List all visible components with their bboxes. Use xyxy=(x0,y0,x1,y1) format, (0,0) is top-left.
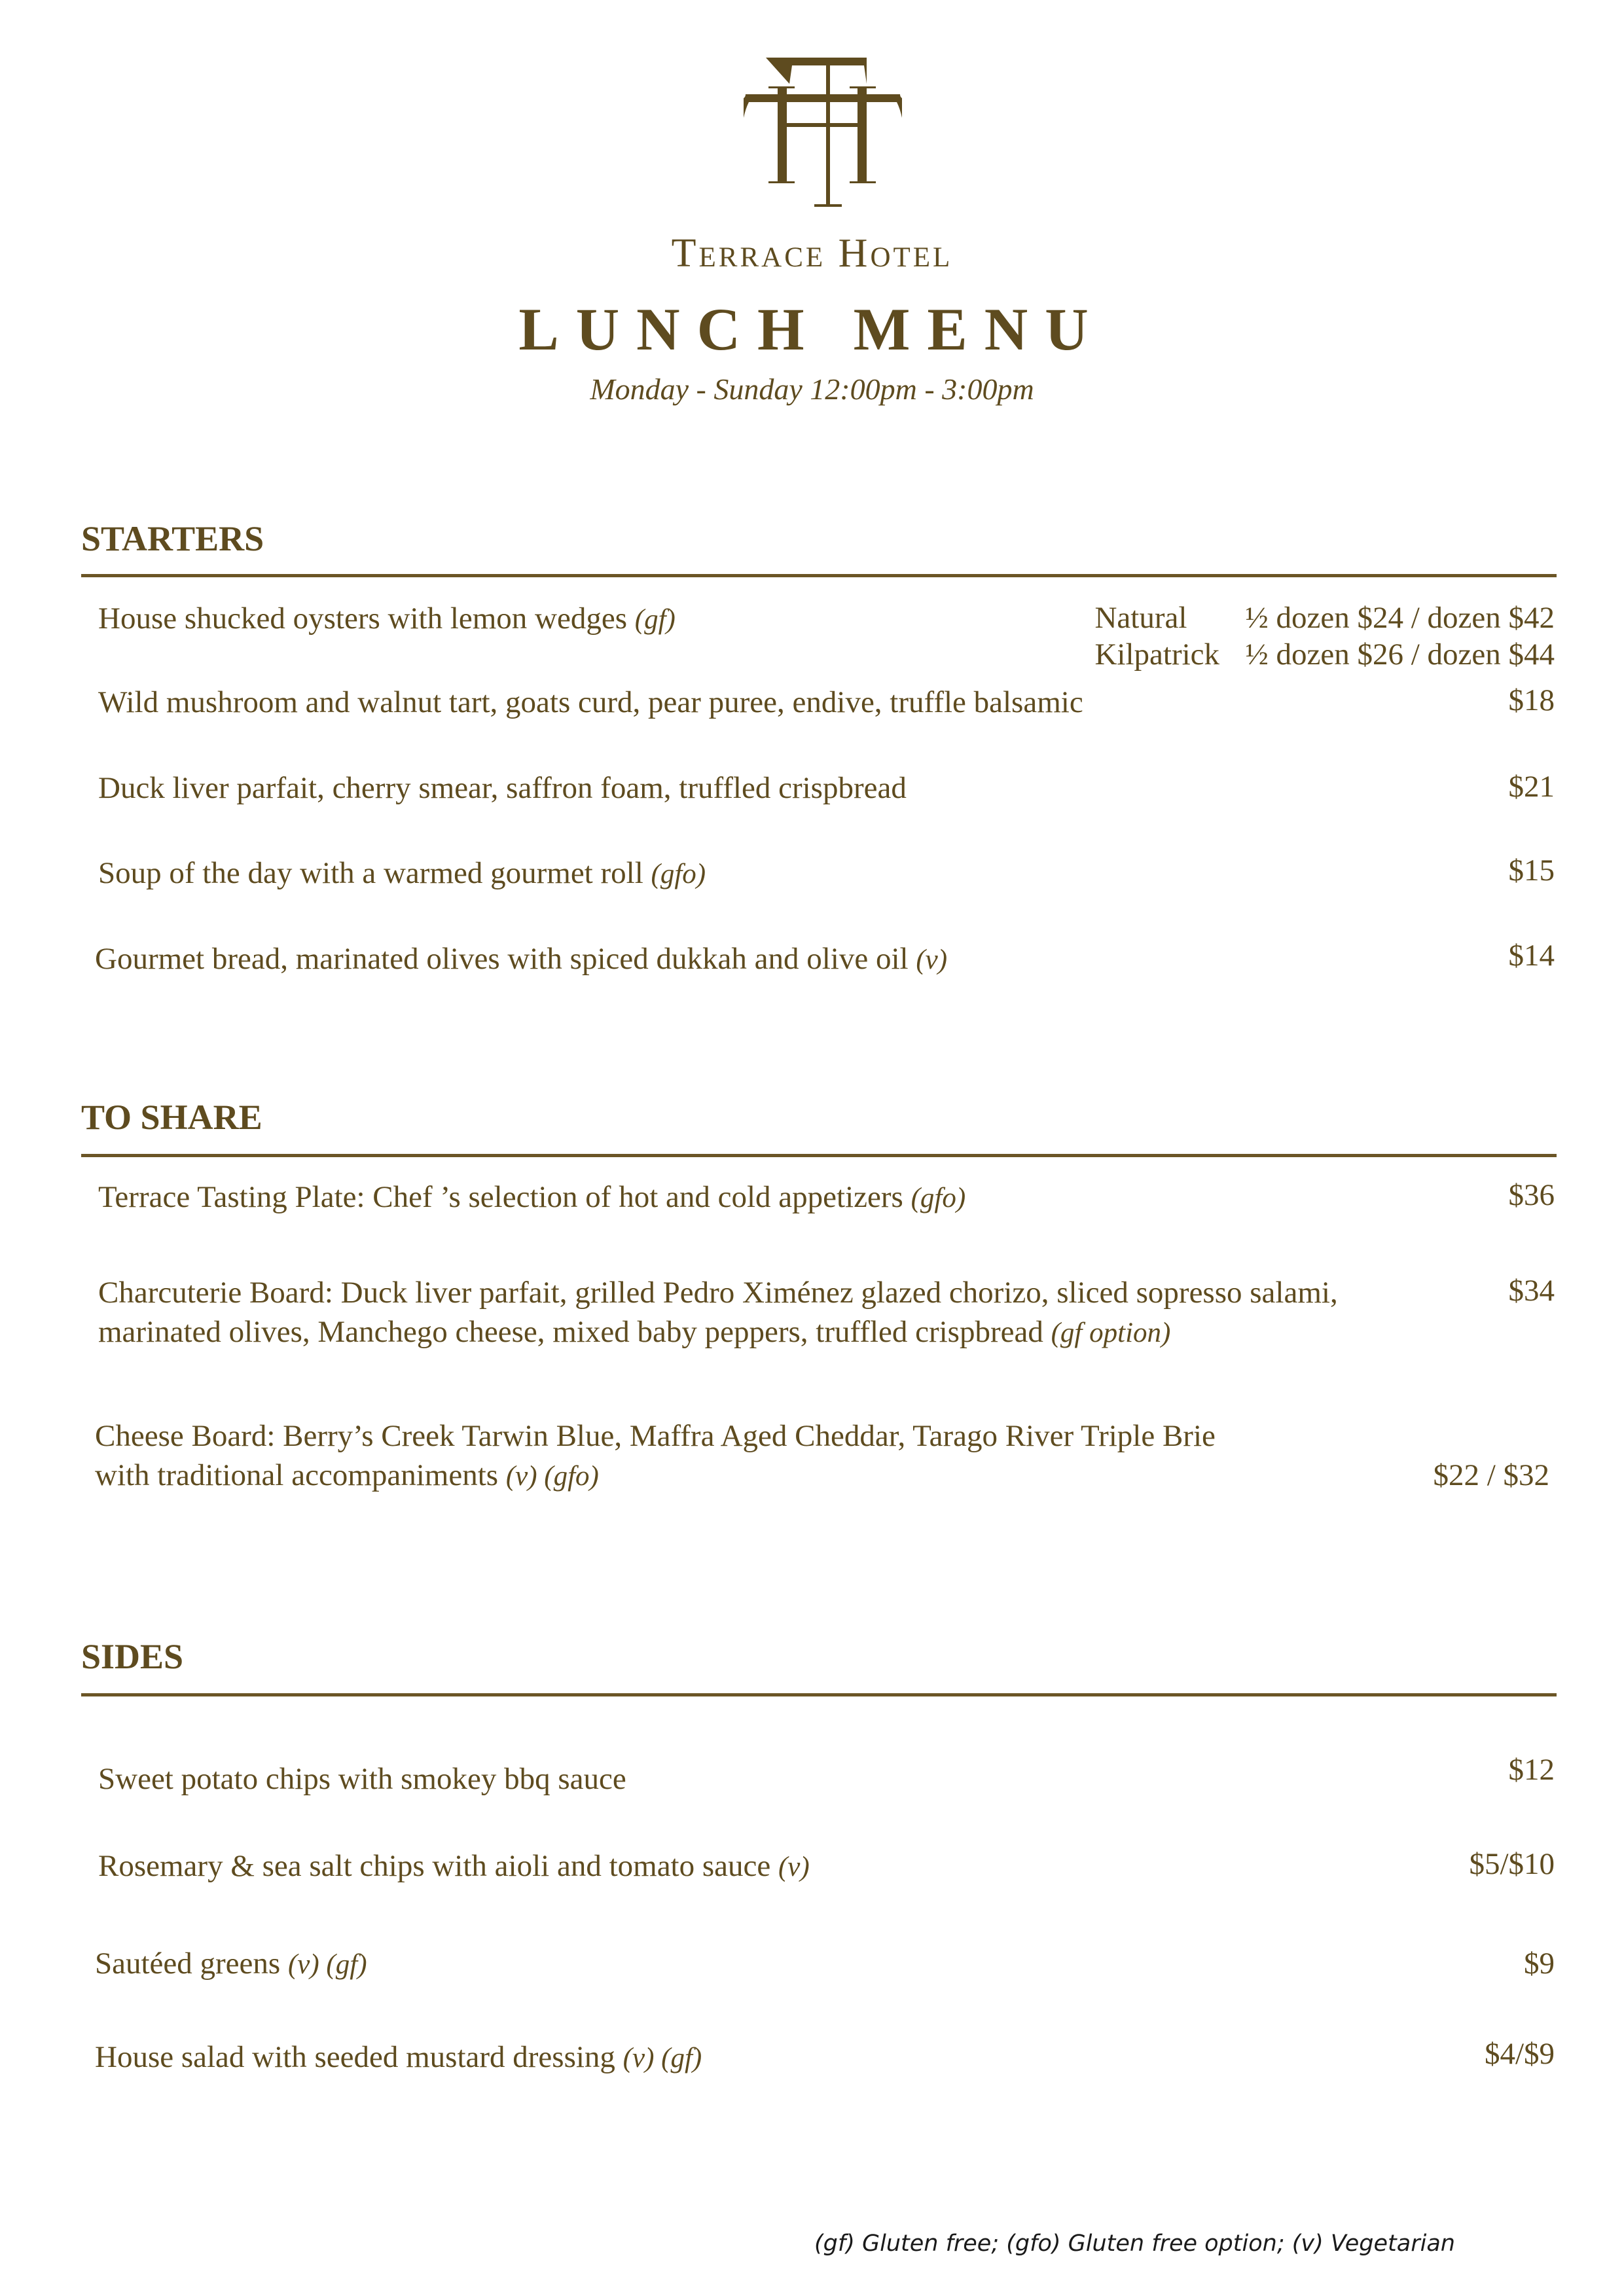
option-price: ½ dozen $24 / dozen $42 xyxy=(1245,601,1555,635)
menu-item xyxy=(95,1944,367,1984)
section-divider xyxy=(81,574,1557,577)
dietary-tag: (gf option) xyxy=(1051,1318,1171,1348)
menu-item xyxy=(98,768,907,808)
terrace-hotel-logo-icon xyxy=(744,58,902,212)
item-name: Sweet potato chips with smokey bbq sauce xyxy=(98,1762,626,1796)
menu-item xyxy=(98,1177,965,1218)
menu-item xyxy=(95,1416,1216,1496)
dietary-tag: (gfo) xyxy=(911,1183,966,1213)
item-price: $12 xyxy=(1508,1753,1555,1787)
dietary-tag: (v) xyxy=(778,1852,810,1882)
item-description-line-2: with traditional accompaniments xyxy=(95,1458,506,1492)
item-name: Terrace Tasting Plate: Chef ’s selection of hot and cold appetizers xyxy=(98,1180,911,1214)
item-price: $5/$10 xyxy=(1469,1847,1555,1881)
item-name: Soup of the day with a warmed gourmet roll xyxy=(98,856,651,890)
section-title-to-share: TO SHARE xyxy=(81,1098,262,1137)
dietary-tag: (v) (gf) xyxy=(287,1949,367,1980)
option-label: Kilpatrick xyxy=(1094,637,1220,672)
item-description-line-2: marinated olives, Manchego cheese, mixed baby peppers, truffled crispbread xyxy=(98,1315,1051,1349)
menu-item xyxy=(98,1273,1338,1353)
item-name: House salad with seeded mustard dressing xyxy=(95,2040,623,2074)
item-price: $18 xyxy=(1508,683,1555,717)
oyster-option-natural xyxy=(1094,600,1555,636)
item-name: Gourmet bread, marinated olives with spiced dukkah and olive oil xyxy=(95,942,916,976)
dietary-tag: (v) (gf) xyxy=(623,2043,702,2073)
item-price: $9 xyxy=(1524,1946,1555,1981)
item-price: $15 xyxy=(1508,853,1555,888)
oyster-option-kilpatrick xyxy=(1094,636,1555,673)
menu-item xyxy=(98,853,706,894)
menu-item xyxy=(95,2037,702,2078)
option-label: Natural xyxy=(1094,601,1187,635)
item-description-line-1: Cheese Board: Berry’s Creek Tarwin Blue, Maffra Aged Cheddar, Tarago River Triple Brie xyxy=(95,1419,1216,1453)
dietary-tag: (v) xyxy=(916,944,948,975)
dietary-legend: (gf) Gluten free; (gfo) Gluten free option; (v) Vegetarian xyxy=(814,2231,1455,2257)
item-price: $21 xyxy=(1508,770,1555,804)
dietary-tag: (gfo) xyxy=(651,859,706,889)
service-hours: Monday - Sunday 12:00pm - 3:00pm xyxy=(590,372,1034,406)
menu-item xyxy=(98,683,1083,722)
section-divider xyxy=(81,1693,1557,1696)
page-title: LUNCH MENU xyxy=(518,296,1106,363)
item-name: Sautéed greens xyxy=(95,1946,288,1981)
item-name: Duck liver parfait, cherry smear, saffron foam, truffled crispbread xyxy=(98,771,907,805)
item-price: $14 xyxy=(1508,939,1555,973)
dietary-tag: (gf) xyxy=(634,604,676,635)
item-price: $22 / $32 xyxy=(1433,1458,1549,1492)
menu-item xyxy=(98,1759,626,1799)
item-price: $4/$9 xyxy=(1484,2037,1555,2071)
section-title-sides: SIDES xyxy=(81,1637,184,1676)
item-name: Rosemary & sea salt chips with aioli and tomato sauce xyxy=(98,1849,778,1883)
item-description-line-1: Charcuterie Board: Duck liver parfait, grilled Pedro Ximénez glazed chorizo, sliced sopresso salami, xyxy=(98,1276,1338,1310)
item-name: Wild mushroom and walnut tart, goats curd, pear puree, endive, truffle balsamic xyxy=(98,685,1083,719)
option-price: ½ dozen $26 / dozen $44 xyxy=(1245,637,1555,672)
section-title-starters: STARTERS xyxy=(81,519,264,558)
oyster-options xyxy=(1094,600,1555,673)
menu-item xyxy=(95,939,947,980)
item-price: $34 xyxy=(1508,1274,1555,1308)
item-name: House shucked oysters with lemon wedges xyxy=(98,601,635,636)
brand-name: Terrace Hotel xyxy=(671,231,953,276)
item-price: $36 xyxy=(1508,1178,1555,1212)
menu-item xyxy=(98,1846,810,1887)
menu-item-oysters xyxy=(98,599,676,639)
dietary-tag: (v) (gfo) xyxy=(505,1461,599,1492)
section-divider xyxy=(81,1154,1557,1157)
